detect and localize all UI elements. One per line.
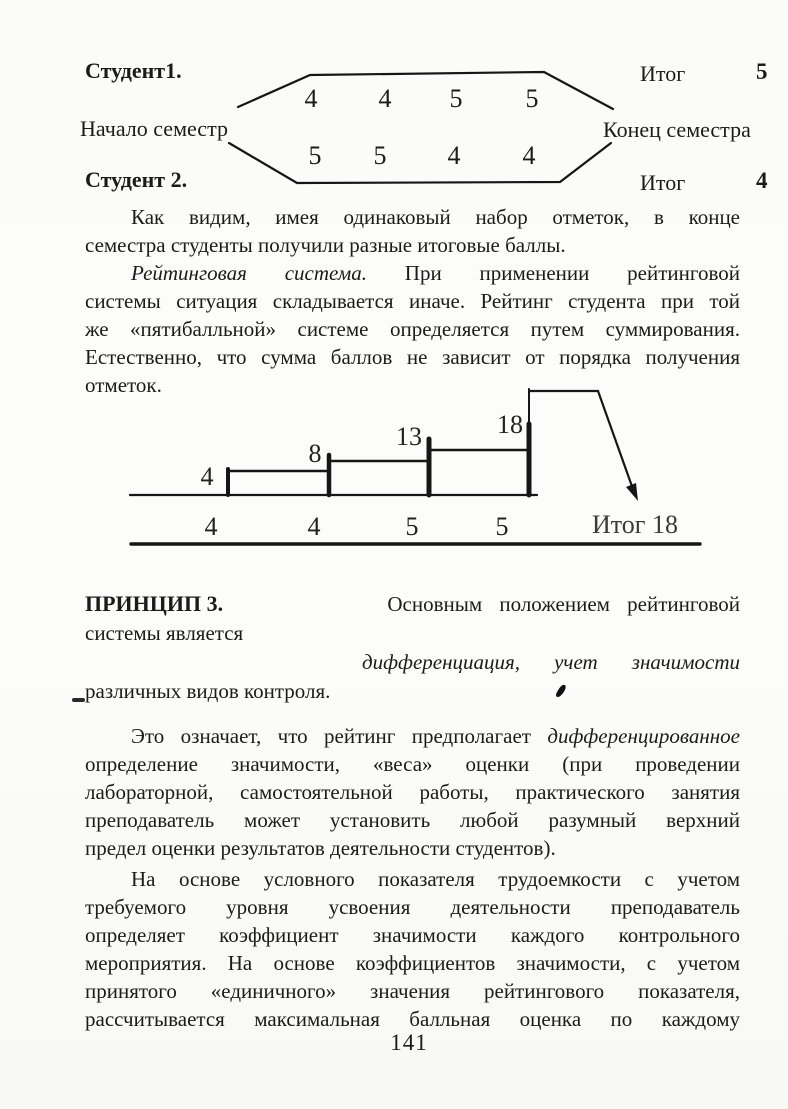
student2-label: Студент 2. — [85, 167, 188, 192]
principle-heading-line — [85, 589, 740, 619]
paragraph-line-rest: При применении рейтинговой — [404, 261, 740, 285]
paragraph-line: отметок. — [85, 373, 162, 397]
grade-top-3: 5 — [449, 84, 463, 113]
step-grade-4: 5 — [495, 512, 509, 541]
semester-start-label: Начало семестр — [80, 116, 228, 141]
arrow-head — [626, 483, 638, 501]
grade-bottom-4: 4 — [522, 141, 536, 170]
differentiated-term: дифференцированное — [547, 724, 740, 748]
sum-label-18: 18 — [497, 410, 523, 439]
principle-line4: различных видов контроля. — [85, 679, 331, 703]
grade-bottom-1: 5 — [308, 141, 322, 170]
differentiation-paragraph — [85, 722, 740, 862]
paragraph-line: требуемого уровня усвоения деятельности преподаватель — [85, 895, 740, 919]
grade-top-4: 5 — [525, 84, 539, 113]
itog-bottom-label: Итог — [640, 170, 686, 195]
principle-3-block — [85, 589, 740, 706]
rating-system-term: Рейтинговая система. — [131, 261, 367, 285]
paragraph-line: мероприятия. На основе коэффициентов значимости, с учетом — [85, 951, 740, 975]
grade-bottom-3: 4 — [447, 141, 461, 170]
itog-18-label: Итог 18 — [592, 510, 678, 539]
paragraph-line: Естественно, что сумма баллов не зависит от порядка получения — [85, 345, 740, 369]
principle-line1-rest: Основным положением рейтинговой — [387, 592, 740, 616]
top-path — [238, 72, 613, 109]
paragraph-line: рассчитывается максимальная балльная оценка по каждому — [85, 1007, 740, 1031]
paragraph-line: определение значимости, «веса» оценки (при проведении — [85, 752, 740, 776]
paragraph-line — [85, 259, 740, 287]
intro-paragraphs — [85, 203, 740, 399]
paragraph-line: определяет коэффициент значимости каждого контрольного — [85, 923, 740, 947]
itog-bottom-value: 4 — [756, 168, 768, 193]
scan-artifact-dash — [72, 698, 85, 702]
sum-label-8: 8 — [308, 439, 322, 468]
paragraph-line: предел оценки результатов деятельности студентов). — [85, 836, 556, 860]
step-grade-1: 4 — [204, 512, 218, 541]
paragraph-line-pre: Это означает, что рейтинг предполагает — [131, 724, 548, 748]
paragraph-line: семестра студенты получили разные итоговые баллы. — [85, 233, 566, 257]
coefficients-paragraph — [85, 865, 740, 1033]
paragraph-line: Как видим, имея одинаковый набор отметок, в конце — [131, 205, 740, 229]
paragraph-line: же «пятибалльной» системе определяется путем суммирования. — [85, 317, 740, 341]
principle-heading: ПРИНЦИП 3. — [85, 591, 224, 616]
grade-top-2: 4 — [378, 84, 392, 113]
grade-top-1: 4 — [304, 84, 318, 113]
itog-top-value: 5 — [756, 59, 768, 84]
semester-end-label: Конец семестра — [603, 117, 751, 142]
arrow-shaft — [598, 391, 634, 492]
paragraph-line: На основе условного показателя трудоемкости с учетом — [131, 867, 740, 891]
principle-differentiation-line: дифференциация, учет значимости — [362, 650, 740, 674]
sum-label-4: 4 — [200, 462, 214, 491]
itog-top-label: Итог — [640, 61, 686, 86]
step-grade-2: 4 — [307, 512, 321, 541]
bottom-path — [229, 143, 611, 183]
principle-line2: системы является — [85, 621, 244, 645]
paragraph-line — [85, 722, 740, 750]
paragraph-line: принятого «единичного» значения рейтингового показателя, — [85, 979, 740, 1003]
step-grade-3: 5 — [405, 512, 419, 541]
student1-label: Студент1. — [85, 58, 182, 83]
paragraph-line: системы ситуация складывается иначе. Рейтинг студента при той — [85, 289, 740, 313]
page-number: 141 — [390, 1030, 428, 1055]
grade-bottom-2: 5 — [373, 141, 387, 170]
paragraph-line: преподаватель может установить любой разумный верхний — [85, 808, 740, 832]
sum-label-13: 13 — [396, 422, 422, 451]
paragraph-line: лабораторной, самостоятельной работы, практического занятия — [85, 780, 740, 804]
